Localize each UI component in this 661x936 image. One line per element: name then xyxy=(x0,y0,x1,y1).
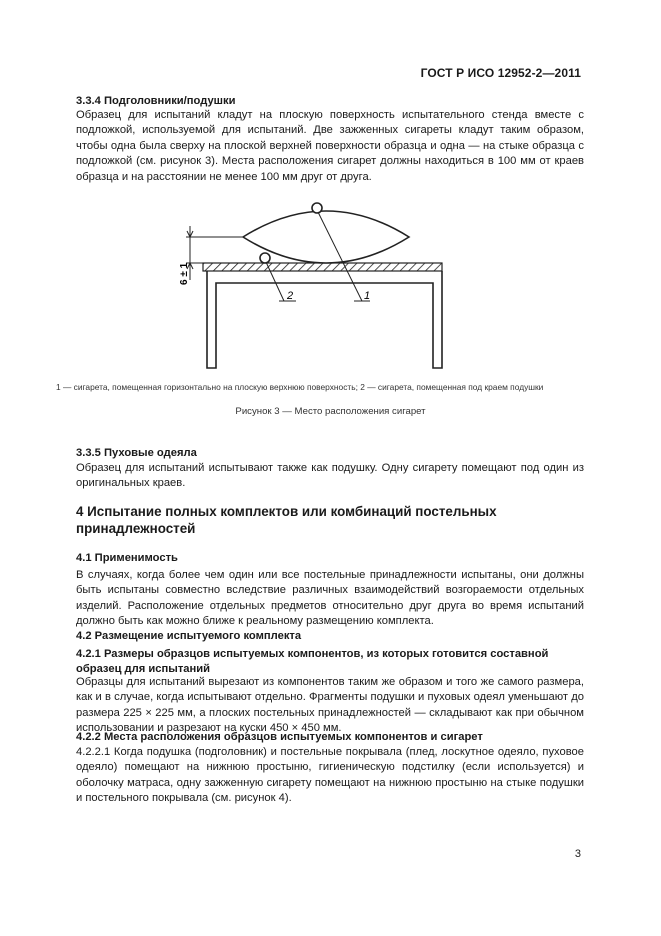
section-heading-3-3-5: 3.3.5 Пуховые одеяла xyxy=(76,447,197,459)
section-heading-4-2: 4.2 Размещение испытуемого комплекта xyxy=(76,630,302,642)
section-paragraph-4-1: В случаях, когда более чем один или все постельные принадлежности испытаны, они должны быть испытаны совместно вследствие различных взаимодействий возгораемости отдельных изделий. Расположение отдельных предметов относительно друг друга во время испытаний должно быть как можно ближе к реальному размещению комплекта. xyxy=(76,569,584,628)
section-heading-4-1: 4.1 Применимость xyxy=(76,552,178,564)
section-paragraph-3-3-4: Образец для испытаний кладут на плоскую поверхность испытательного стенда вместе с подложкой, используемой для испытаний. Две зажженных сигареты кладут таким образом, чтобы одна была сверху на плоской верхней поверхности образца и одна — на стыке образца с подложкой (см. рисунок 3). Места расположения сигарет должны находиться в 100 мм от краев образца и на расстоянии не менее 100 мм друг от друга. xyxy=(76,109,584,183)
marker-2-label: 2 xyxy=(287,290,294,302)
test-rig-frame xyxy=(207,271,442,368)
section-heading-3-3-4: 3.3.4 Подголовники/подушки xyxy=(76,95,236,107)
section-heading-4-2-1: 4.2.1 Размеры образцов испытуемых компонентов, из которых готовится составной образец для испытаний xyxy=(76,648,549,676)
section-heading-4-2-2: 4.2.2 Места расположения образцов испытуемых компонентов и сигарет xyxy=(76,731,483,743)
dimension-label: 6 ± 1 xyxy=(179,262,190,285)
section-paragraph-4-2-2-1: 4.2.2.1 Когда подушка (подголовник) и постельные покрывала (плед, лоскутное одеяло, пуховое одеяло) помещают на нижнюю простыню, гигиеническую подстилку (если используется) и оболочку матраса, одну зажженную сигарету помещают на нижнюю простыню на стыке подушки и постельного покрывала (см. рисунок 4). xyxy=(76,746,584,805)
cigarette-top xyxy=(312,203,322,213)
figure-3-diagram xyxy=(0,0,661,400)
cigarette-edge xyxy=(260,253,270,263)
figure-3-legend: 1 — сигарета, помещенная горизонтально на плоскую верхнюю поверхность; 2 — сигарета, помещенная под краем подушки xyxy=(56,382,544,392)
page-number: 3 xyxy=(574,848,581,860)
section-paragraph-3-3-5: Образец для испытаний испытывают также как подушку. Одну сигарету помещают под один из оригинальных краев. xyxy=(76,462,584,490)
document-header: ГОСТ Р ИСО 12952-2—2011 xyxy=(420,66,581,80)
test-rig-board xyxy=(203,263,442,271)
figure-3-caption: Рисунок 3 — Место расположения сигарет xyxy=(235,406,426,417)
section-paragraph-4-2-1: Образцы для испытаний вырезают из компонентов таким же образом и того же самого размера, как и в случае, когда испытывают отдельно. Фрагменты подушки и пуховых одеял уменьшают до размера 225 × 225 мм, а плоских постельных принадлежностей — складывают как при обычном использовании и разрезают на куски 450 × 450 мм. xyxy=(76,676,584,735)
marker-1-label: 1 xyxy=(364,290,371,302)
section-heading-4: 4 Испытание полных комплектов или комбинаций постельных принадлежностей xyxy=(76,504,497,536)
